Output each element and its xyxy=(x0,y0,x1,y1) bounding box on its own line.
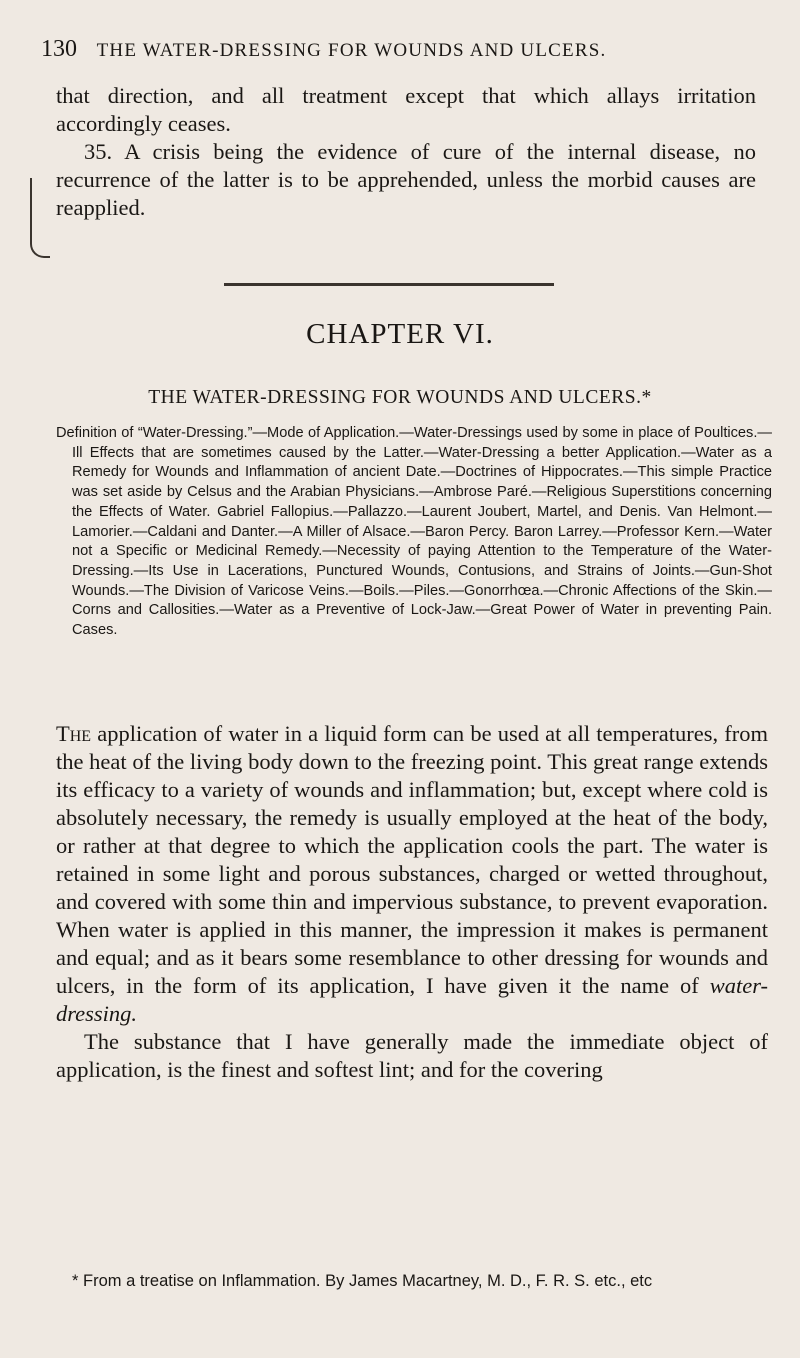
chapter-synopsis: Definition of “Water-Dressing.”—Mode of Application.—Water-Dressings used by some in place of Poultices.—Ill Effects that are sometimes caused by the Latter.—Water-Dressing a better Application.—Water as a Remedy for Wounds and Inflammation of ancient Date.—Doctrines of Hippocrates.—This simple Practice was set aside by Celsus and the Arabian Physicians.—Ambrose Paré.—Religious Superstitions concerning the Effects of Water. Gabriel Fallopius.—Pallazzo.—Laurent Joubert, Martel, and Denis. Van Helmont.—Lamorier.—Caldani and Danter.—A Miller of Alsace.—Baron Percy. Baron Larrey.—Professor Kern.—Water not a Specific or Medicinal Remedy.—Necessity of paying Attention to the Temperature of the Water-Dressing.—Its Use in Lacerations, Punctured Wounds, Contusions, and Strains of Joints.—Gun-Shot Wounds.—The Division of Varicose Veins.—Boils.—Piles.—Gonorrhœa.—Chronic Affections of the Skin.—Corns and Callosities.—Water as a Preventive of Lock-Jaw.—Great Power of Water in preventing Pain. Cases. xyxy=(56,425,772,639)
body-paragraph-2: The substance that I have generally made the immediate object of application, is the finest and softest lint; and for the covering xyxy=(56,1029,768,1082)
margin-bracket-mark xyxy=(30,178,50,258)
continued-text xyxy=(56,82,756,222)
italic-term: water-dressing. xyxy=(56,973,768,1026)
running-head-title: THE WATER-DRESSING FOR WOUNDS AND ULCERS. xyxy=(96,40,607,61)
continued-paragraph: that direction, and all treatment except that which allays irritation accordingly ceases. xyxy=(56,83,756,136)
body-paragraph-1 xyxy=(56,720,768,1028)
section-divider-rule xyxy=(224,283,554,286)
footnote: * From a treatise on Inflammation. By James Macartney, M. D., F. R. S. etc., etc xyxy=(72,1272,653,1290)
lead-word: The xyxy=(56,721,92,746)
numbered-paragraph-35: 35. A crisis being the evidence of cure of the internal disease, no recurrence of the latter is to be apprehended, unless the morbid causes are reapplied. xyxy=(56,139,756,220)
body-paragraph-1-text: application of water in a liquid form can be used at all temperatures, from the heat of the living body down to the freezing point. This great range extends its efficacy to a variety of wounds and inflammation; but, except where cold is absolutely necessary, the remedy is usually employed at the heat of the body, or rather at that degree to which the application cools the part. The water is retained in some light and porous substances, charged or wetted throughout, and covered with some thin and impervious substance, to prevent evaporation. When water is applied in this manner, the impression it makes is permanent and equal; and as it bears some resemblance to other dressing for wounds and ulcers, in the form of its application, I have given it the name of xyxy=(56,721,768,998)
body-text xyxy=(56,720,768,1084)
chapter-subtitle: THE WATER-DRESSING FOR WOUNDS AND ULCERS.* xyxy=(148,387,652,408)
running-head xyxy=(41,36,761,63)
page-number: 130 xyxy=(41,36,77,62)
chapter-title: CHAPTER VI. xyxy=(306,318,494,350)
